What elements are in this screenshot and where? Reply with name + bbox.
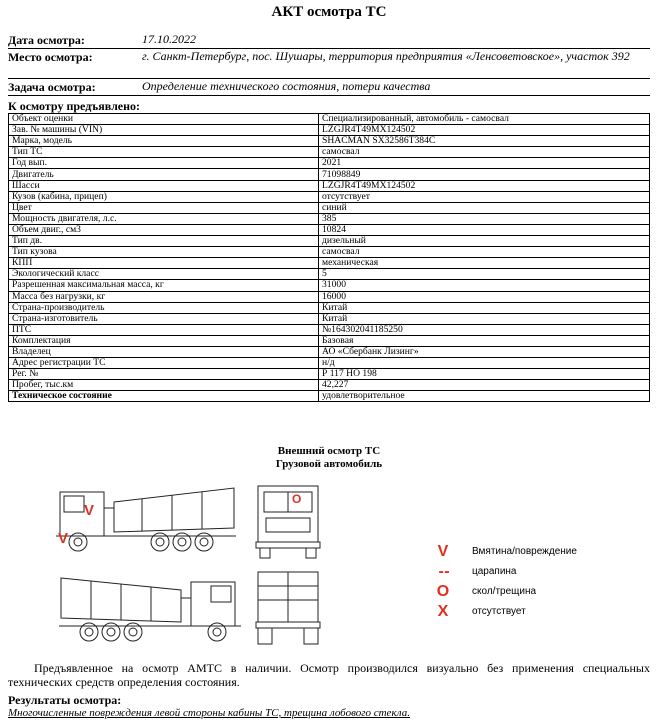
spec-row — [9, 136, 650, 147]
spec-row — [9, 180, 650, 191]
legend-label: отсутствует — [472, 606, 526, 617]
spec-field-label: Цвет — [9, 202, 319, 213]
results-title: Результаты осмотра: — [8, 693, 122, 707]
spec-field-value: 2021 — [319, 158, 650, 169]
spec-row — [9, 158, 650, 169]
spec-field-label: КПП — [9, 258, 319, 269]
spec-field-value: 31000 — [319, 280, 650, 291]
truck-left-side-diagram — [52, 478, 240, 558]
truck-rear-diagram — [252, 568, 324, 648]
spec-field-value: Р 117 НО 198 — [319, 369, 650, 380]
spec-row — [9, 313, 650, 324]
task-value: Определение технического состояния, потери качества — [142, 79, 431, 93]
spec-field-value: SHACMAN SX32586T384C — [319, 136, 650, 147]
spec-field-label: Пробег, тыс.км — [9, 380, 319, 391]
spec-row — [9, 269, 650, 280]
spec-field-label: Объект оценки — [9, 114, 319, 125]
vehicle-spec-table — [8, 113, 650, 402]
spec-field-value: самосвал — [319, 247, 650, 258]
spec-field-value: Китай — [319, 313, 650, 324]
chip-symbol-icon: O — [436, 583, 450, 600]
legend-label: царапина — [472, 566, 517, 577]
spec-field-value: 16000 — [319, 291, 650, 302]
spec-row — [9, 358, 650, 369]
spec-field-value: Китай — [319, 302, 650, 313]
spec-field-label: Экологический класс — [9, 269, 319, 280]
spec-field-value: синий — [319, 202, 650, 213]
spec-row — [9, 346, 650, 357]
act-title: АКТ осмотра ТС — [271, 4, 387, 20]
inspection-paragraph: Предъявленное на осмотр АМТС в наличии. Осмотр производился визуально без применения специальных технических средств определения состояния. — [8, 661, 650, 689]
spec-row — [9, 114, 650, 125]
spec-row — [9, 302, 650, 313]
crack-mark-icon: O — [292, 492, 302, 506]
spec-row — [9, 224, 650, 235]
spec-field-value: н/д — [319, 358, 650, 369]
spec-field-value: механическая — [319, 258, 650, 269]
presented-title: К осмотру предъявлено: — [8, 99, 141, 113]
dent-mark-icon: V — [84, 502, 95, 519]
spec-field-value: 42,227 — [319, 380, 650, 391]
spec-field-label: Год вып. — [9, 158, 319, 169]
spec-field-label: Двигатель — [9, 169, 319, 180]
spec-row — [9, 147, 650, 158]
spec-row — [9, 280, 650, 291]
spec-field-label: Рег. № — [9, 369, 319, 380]
spec-field-label: Марка, модель — [9, 136, 319, 147]
spec-field-value: дизельный — [319, 236, 650, 247]
spec-row — [9, 335, 650, 346]
spec-row — [9, 236, 650, 247]
spec-row — [9, 191, 650, 202]
external-inspection-title: Внешний осмотр ТС — [277, 445, 381, 457]
place-value: г. Санкт-Петербург, пос. Шушары, территория предприятия «Ленсоветовское», участок 392 — [142, 49, 630, 63]
spec-field-label: Комплектация — [9, 335, 319, 346]
spec-field-value: 385 — [319, 213, 650, 224]
inspection-date-row — [8, 33, 650, 47]
spec-field-value: 10824 — [319, 224, 650, 235]
spec-field-label: Объем двиг., см3 — [9, 224, 319, 235]
external-inspection-subtitle: Грузовой автомобиль — [275, 458, 383, 470]
dent-symbol-icon: V — [437, 543, 449, 560]
spec-field-label: Тип кузова — [9, 247, 319, 258]
spec-field-label: ПТС — [9, 324, 319, 335]
dent-mark-icon: V — [58, 530, 69, 547]
spec-row — [9, 380, 650, 391]
results-text: Многочисленные повреждения левой стороны кабины ТС, трещина лобового стекла. — [8, 707, 410, 719]
spec-field-value: удовлетворительное — [319, 391, 650, 402]
task-label: Задача осмотра: — [8, 80, 96, 94]
spec-field-label: Тип ТС — [9, 147, 319, 158]
spec-field-value: отсутствует — [319, 191, 650, 202]
spec-row — [9, 369, 650, 380]
spec-field-label: Мощность двигателя, л.с. — [9, 213, 319, 224]
spec-field-label: Адрес регистрации ТС — [9, 358, 319, 369]
spec-field-value: 71098849 — [319, 169, 650, 180]
spec-row — [9, 291, 650, 302]
inspection-task-row — [8, 80, 650, 94]
spec-row — [9, 324, 650, 335]
truck-front-diagram — [252, 482, 324, 560]
scratch-symbol-icon: - - — [438, 563, 448, 580]
divider — [8, 95, 650, 96]
spec-row — [9, 202, 650, 213]
spec-field-label: Шасси — [9, 180, 319, 191]
spec-field-label: Масса без нагрузки, кг — [9, 291, 319, 302]
spec-field-value: №164302041185250 — [319, 324, 650, 335]
legend-label: Вмятина/повреждение — [472, 546, 577, 557]
spec-row — [9, 213, 650, 224]
date-value: 17.10.2022 — [142, 32, 196, 46]
place-label: Место осмотра: — [8, 50, 93, 64]
spec-field-label: Техническое состояние — [9, 391, 319, 402]
spec-field-label: Кузов (кабина, прицеп) — [9, 191, 319, 202]
spec-row — [9, 247, 650, 258]
truck-right-side-diagram — [55, 568, 245, 648]
spec-field-value: 5 — [319, 269, 650, 280]
spec-field-value: самосвал — [319, 147, 650, 158]
spec-field-value: Базовая — [319, 335, 650, 346]
missing-symbol-icon: X — [437, 603, 449, 620]
spec-field-label: Тип дв. — [9, 236, 319, 247]
spec-field-value: Специализированный, автомобиль - самосвал — [319, 114, 650, 125]
spec-field-label: Владелец — [9, 346, 319, 357]
date-label: Дата осмотра: — [8, 33, 85, 47]
spec-field-label: Страна-производитель — [9, 302, 319, 313]
spec-field-value: АО «Сбербанк Лизинг» — [319, 346, 650, 357]
spec-row — [9, 125, 650, 136]
spec-field-value: LZGJR4T49MX124502 — [319, 125, 650, 136]
legend-label: скол/трещина — [472, 586, 537, 597]
spec-field-label: Разрешенная максимальная масса, кг — [9, 280, 319, 291]
spec-field-value: LZGJR4T49MX124502 — [319, 180, 650, 191]
spec-row — [9, 391, 650, 402]
inspection-place-row — [8, 50, 650, 78]
spec-field-label: Страна-изготовитель — [9, 313, 319, 324]
spec-row — [9, 169, 650, 180]
spec-field-label: Зав. № машины (VIN) — [9, 125, 319, 136]
spec-row — [9, 258, 650, 269]
